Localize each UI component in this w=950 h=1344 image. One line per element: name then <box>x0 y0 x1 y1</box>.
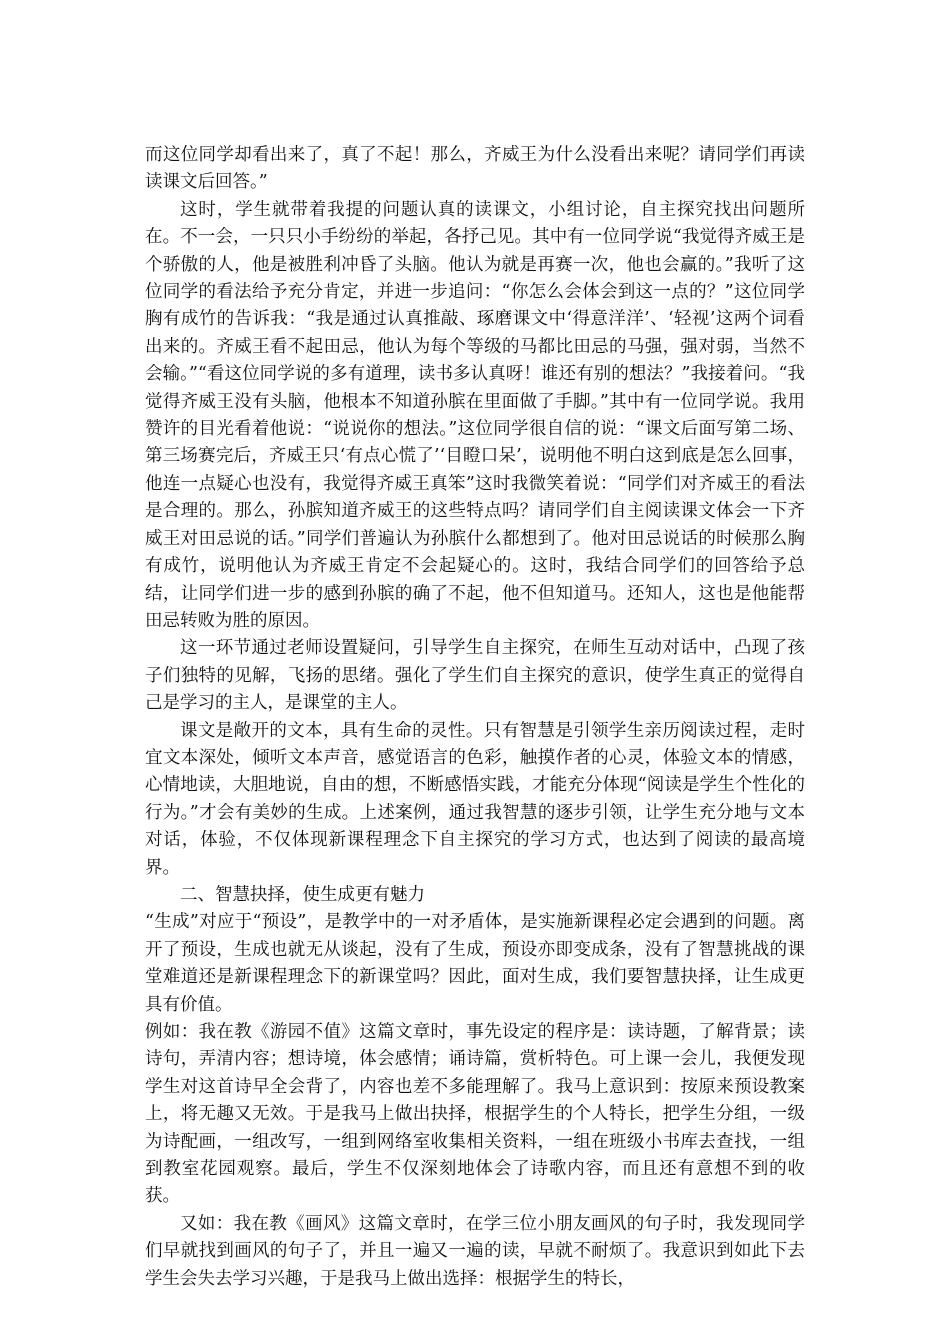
paragraph-1: 而这位同学却看出来了，真了不起！那么，齐威王为什么没看出来呢？请同学们再读读课文后回答。” <box>145 145 805 193</box>
paragraph-6: 例如：我在教《游园不值》这篇文章时，事先设定的程序是：读诗题，了解背景；读诗句，弄清内容；想诗境，体会感情；诵诗篇，赏析特色。可上课一会儿，我便发现学生对这首诗早全会背了，内容也差不多能理解了。我马上意识到：按原来预设教案上，将无趣又无效。于是我马上做出抉择，根据学生的个人特长，把学生分组，一级为诗配画，一组改写，一组到网络室收集相关资料，一组在班级小书库去查找，一组到教室花园观察。最后，学生不仅深刻地体会了诗歌内容，而且还有意想不到的收获。 <box>145 1022 805 1207</box>
section-heading: 二、智慧抉择，使生成更有魅力 <box>180 884 425 905</box>
paragraph-5: “生成”对应于“预设”，是教学中的一对矛盾体，是实施新课程必定会遇到的问题。离开了预设，生成也就无从谈起，没有了生成，预设亦即变成条，没有了智慧挑战的课堂难道还是新课程理念下的新课堂吗？因此，面对生成，我们要智慧抉择，让生成更具有价值。 <box>145 912 805 1015</box>
paragraph-3: 这一环节通过老师设置疑问，引导学生自主探究，在师生互动对话中，凸现了孩子们独特的见解，飞扬的思绪。强化了学生们自主探究的意识，使学生真正的觉得自己是学习的主人，是课堂的主人。 <box>145 638 805 714</box>
document-page <box>145 142 805 1293</box>
paragraph-7: 又如：我在教《画风》这篇文章时，在学三位小朋友画风的句子时，我发现同学们早就找到画风的句子了，并且一遍又一遍的读，早就不耐烦了。我意识到如此下去学生会失去学习兴趣，于是我马上做出选择：根据学生的特长， <box>145 1213 805 1289</box>
paragraph-4: 课文是敞开的文本，具有生命的灵性。只有智慧是引领学生亲历阅读过程，走时宜文本深处，倾听文本声音，感觉语言的色彩，触摸作者的心灵，体验文本的情感，心情地读，大胆地说，自由的想，不断感悟实践，才能充分体现“阅读是学生个性化的行为。”才会有美妙的生成。上述案例，通过我智慧的逐步引领，让学生充分地与文本对话，体验，不仅体现新课程理念下自主探究的学习方式，也达到了阅读的最高境界。 <box>145 720 805 878</box>
paragraph-2: 这时，学生就带着我提的问题认真的读课文，小组讨论，自主探究找出问题所在。不一会，一只只小手纷纷的举起，各抒己见。其中有一位同学说“我觉得齐威王是个骄傲的人，他是被胜利冲昏了头脑。他认为就是再赛一次，他也会赢的。”我听了这位同学的看法给予充分肯定，并进一步追问：“你怎么会体会到这一点的？”这位同学胸有成竹的告诉我：“我是通过认真推敲、琢磨课文中‘得意洋洋’、‘轻视’这两个词看出来的。齐威王看不起田忌，他认为每个等级的马都比田忌的马强，强对弱，当然不会输。”“看这位同学说的多有道理，读书多认真呀！谁还有别的想法？”我接着问。“我觉得齐威王没有头脑，他根本不知道孙膑在里面做了手脚。”其中有一位同学说。我用赞许的目光看着他说：“说说你的想法。”这位同学很自信的说：“课文后面写第二场、第三场赛完后，齐威王只‘有点心慌了’‘目瞪口呆’，说明他不明白这到底是怎么回事，他连一点疑心也没有，我觉得齐威王真笨”这时我微笑着说：“同学们对齐威王的看法是合理的。那么，孙膑知道齐威王的这些特点吗？请同学们自主阅读课文体会一下齐威王对田忌说的话。”同学们普遍认为孙膑什么都想到了。他对田忌说话的时候那么胸有成竹，说明他认为齐威王肯定不会起疑心的。这时，我结合同学们的回答给予总结，让同学们进一步的感到孙膑的确了不起，他不但知道马。还知人，这也是他能帮田忌转败为胜的原因。 <box>145 199 805 631</box>
